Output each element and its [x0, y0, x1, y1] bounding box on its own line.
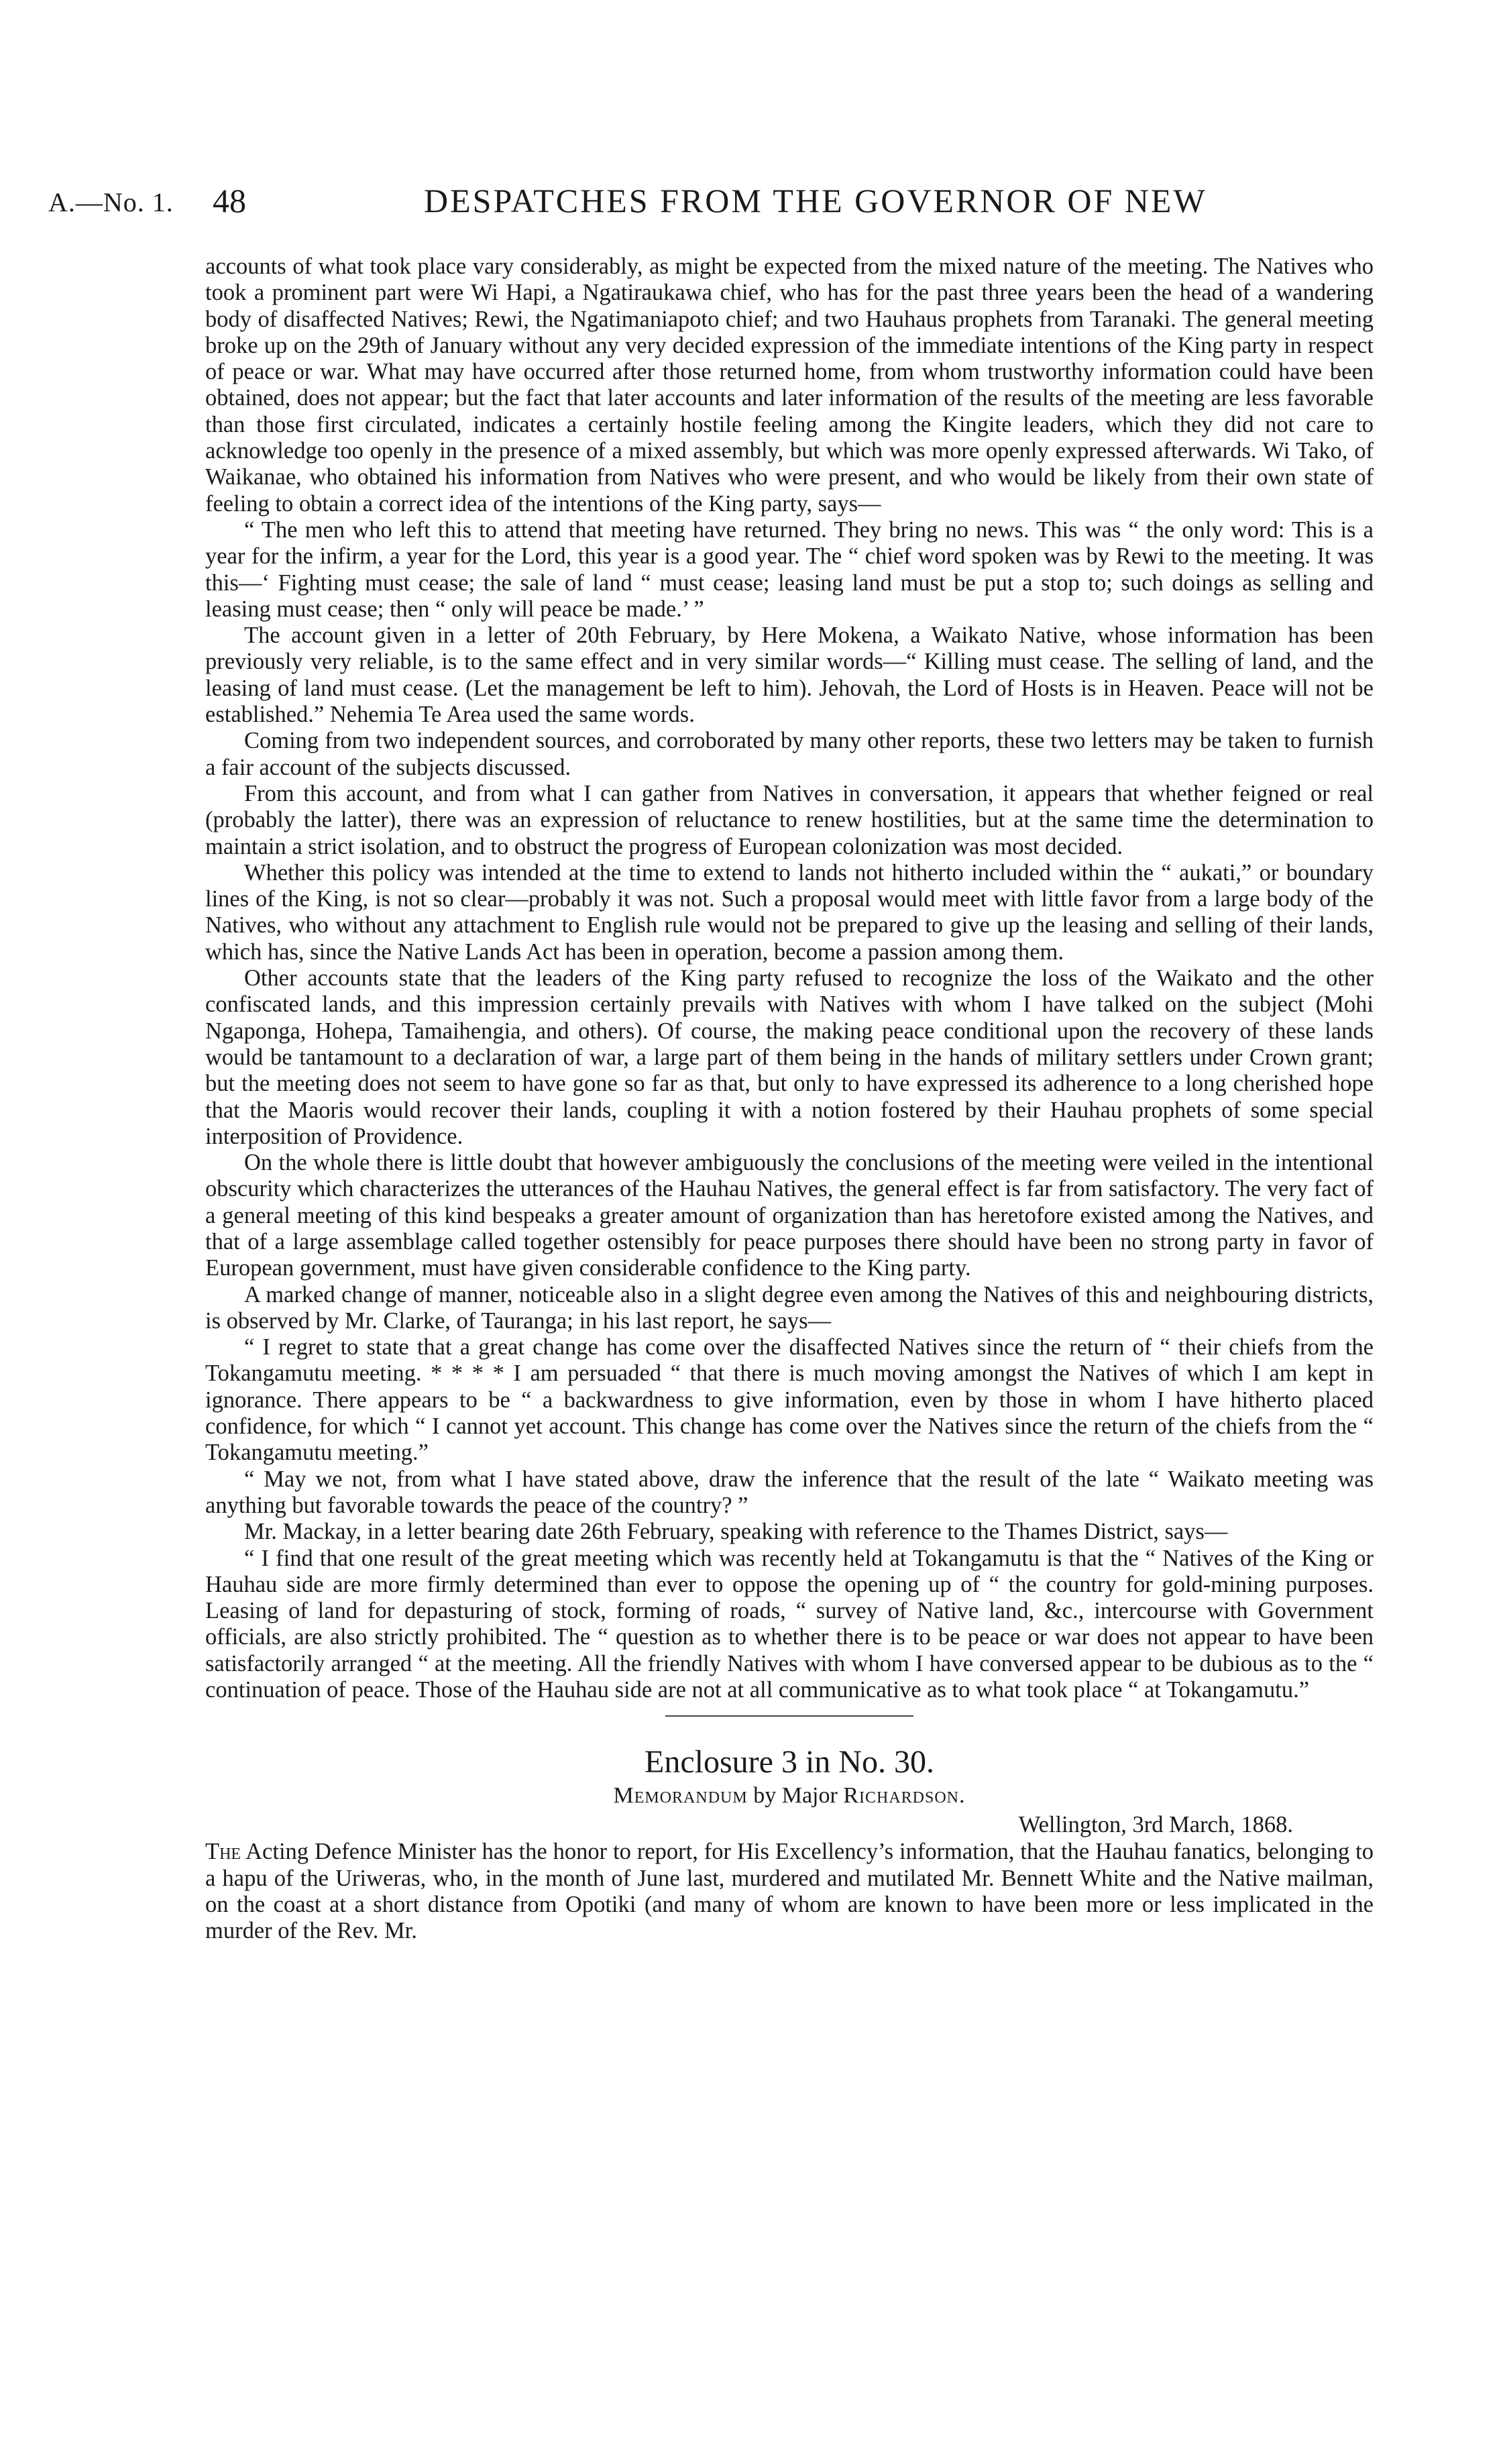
paragraph: From this account, and from what I can gather from Natives in conversation, it appears that whether feigned or real (probably the latter), there was an expression of reluctance to renew hostilities, but at the same time the determination to maintain a strict isolation, and to obstruct the progress of European colonization was most decided. [205, 780, 1374, 859]
dateline: Wellington, 3rd March, 1868. [1018, 1812, 1293, 1838]
paragraph: Mr. Mackay, in a letter bearing date 26th February, speaking with reference to the Thames District, says— [244, 1519, 1228, 1545]
memorandum-by: by Major [753, 1783, 838, 1809]
quote-paragraph: “ I regret to state that a great change has come over the disaffected Natives since the return of “ their chiefs from the Tokangamutu meeting. * * * * I am persuaded “ that there is much moving amongst the Natives of which I am kept in ignorance. There appears to be “ a backwardness to give information, even by those in whom I have hitherto placed confidence, for which “ I cannot yet account. This change has come over the Natives since the return of the chiefs from the “ Tokangamutu meeting.” [205, 1334, 1374, 1466]
page-number: 48 [213, 182, 246, 219]
memorandum-label: Memorandum [613, 1783, 748, 1809]
memorandum-author: Richardson. [843, 1783, 966, 1809]
paragraph: Coming from two independent sources, and corroborated by many other reports, these two letters may be taken to furnish a fair account of the subjects discussed. [205, 728, 1374, 780]
section-divider [665, 1715, 913, 1717]
memorandum-text: Acting Defence Minister has the honor to report, for His Excellency’s information, that the Hauhau fanatics, belonging to a hapu of the Uriweras, who, in the month of June last, murdered and mutilated Mr. Bennett White and the Native mailman, on the coast at a short distance from Opotiki (and many of whom are known to have been more or less implicated in the murder of the Rev. Mr. [205, 1839, 1374, 1944]
paragraph: The account given in a letter of 20th February, by Here Mokena, a Waikato Native, whose information has been previously very reliable, is to the same effect and in very similar words—“ Killing must cease. The selling of land, and the leasing of land must cease. (Let the management be left to him). Jehovah, the Lord of Hosts is in Heaven. Peace will not be established.” Nehemia Te Area used the same words. [205, 623, 1374, 728]
memorandum-heading [205, 1781, 1374, 1811]
paragraph: On the whole there is little doubt that however ambiguously the conclusions of the meeting were veiled in the intentional obscurity which characterizes the utterances of the Hauhau Natives, the general effect is far from satisfactory. The very fact of a general meeting of this kind bespeaks a greater amount of organization than has heretofore existed among the Natives, and that of a large assemblage called together ostensibly for peace purposes there should have been no strong party in favor of European government, must have given considerable confidence to the King party. [205, 1150, 1374, 1281]
paragraph: accounts of what took place vary considerably, as might be expected from the mixed nature of the meeting. The Natives who took a prominent part were Wi Hapi, a Ngatiraukawa chief, who has for the past three years been the head of a wandering body of disaffected Natives; Rewi, the Ngatimaniapoto chief; and two Hauhaus prophets from Taranaki. The general meeting broke up on the 29th of January without any very decided expression of the immediate intentions of the King party in respect of peace or war. What may have occurred after those returned home, from whom trustworthy information could have been obtained, does not appear; but the fact that later accounts and later information of the results of the meeting are less favorable than those first circulated, indicates a certainly hostile feeling among the Kingite leaders, which they did not care to acknowledge too openly in the presence of a mixed assembly, but which was more openly expressed afterwards. Wi Tako, of Waikanae, who obtained his information from Natives who were present, and who would be likely from their own state of feeling to obtain a correct idea of the intentions of the King party, says— [205, 254, 1374, 517]
memorandum-body [205, 1839, 1374, 1944]
paragraph: Other accounts state that the leaders of the King party refused to recognize the loss of the Waikato and the other confiscated lands, and this impression certainly prevails with Natives with whom I have talked on the subject (Mohi Ngaponga, Hohepa, Tamaihengia, and others). Of course, the making peace conditional upon the recovery of these lands would be tantamount to a declaration of war, a large part of them being in the hands of military settlers under Crown grant; but the meeting does not seem to have gone so far as that, but only to have expressed its adherence to a long cherished hope that the Maoris would recover their lands, coupling it with a notion fostered by their Hauhau prophets of some special interposition of Providence. [205, 965, 1374, 1149]
quote-paragraph: “ May we not, from what I have stated above, draw the inference that the result of the late “ Waikato meeting was anything but favorable towards the peace of the country? ” [205, 1466, 1374, 1518]
quote-paragraph: “ I find that one result of the great meeting which was recently held at Tokangamutu is that the “ Natives of the King or Hauhau side are more firmly determined than ever to oppose the opening up of “ the country for gold-mining purposes. Leasing of land for depasturing of stock, forming of roads, “ survey of Native land, &c., intercourse with Government officials, are also strictly prohibited. The “ question as to whether there is to be peace or war does not appear to have been satisfactorily arranged “ at the meeting. All the friendly Natives with whom I have conversed appear to be dubious as to the “ continuation of peace. Those of the Hauhau side are not at all communicative as to what took place “ at Tokangamutu.” [205, 1545, 1374, 1703]
paragraph: A marked change of manner, noticeable also in a slight degree even among the Natives of this and neighbouring districts, is observed by Mr. Clarke, of Tauranga; in his last report, he says— [205, 1281, 1374, 1334]
quote-paragraph: “ The men who left this to attend that meeting have returned. They bring no news. This was “ the only word: This is a year for the infirm, a year for the Lord, this year is a good year. The “ chief word spoken was by Rewi to the meeting. It was this—‘ Fighting must cease; the sale of land “ must cease; leasing land must be put a stop to; such doings as selling and leasing must cease; then “ only will peace be made.’ ” [205, 517, 1374, 622]
paragraph: Whether this policy was intended at the time to extend to lands not hitherto included within the “ aukati,” or boundary lines of the King, is not so clear—probably it was not. Such a proposal would meet with little favor from a large body of the Natives, who without any attachment to English rule would not be prepared to give up the leasing and selling of their lands, which has, since the Native Lands Act has been in operation, become a passion among them. [205, 859, 1374, 965]
enclosure-title: Enclosure 3 in No. 30. [645, 1744, 934, 1780]
running-title: DESPATCHES FROM THE GOVERNOR OF NEW [424, 182, 1207, 219]
document-number: A.—No. 1. [48, 187, 174, 217]
body-text [205, 254, 1374, 1945]
page-header [48, 181, 1269, 228]
memorandum-first-word: The [205, 1839, 241, 1865]
